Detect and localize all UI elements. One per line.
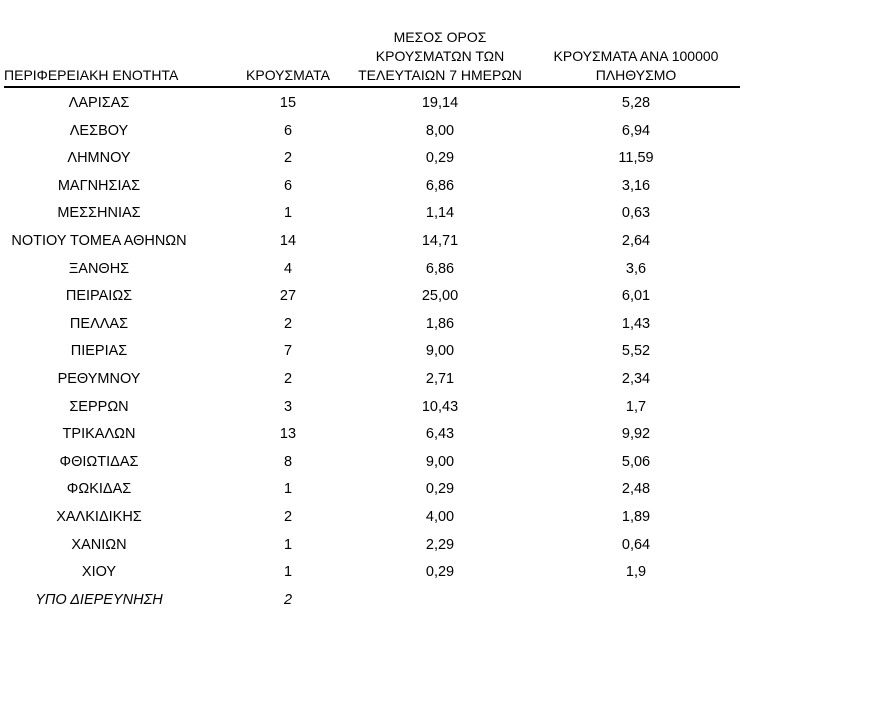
avg-cell: 2,71 [425, 370, 455, 387]
avg-cell: 10,43 [421, 398, 459, 415]
region-cell: ΧΙΟΥ [81, 564, 117, 581]
table-row [0, 449, 740, 477]
region-cell: ΡΕΘΥΜΝΟΥ [57, 370, 141, 387]
avg-cell: 19,14 [421, 95, 459, 111]
cases-cell: 6 [283, 122, 293, 139]
avg-cell: 25,00 [421, 288, 459, 305]
header-per-100k [532, 47, 740, 85]
avg-cell: 9,00 [425, 343, 455, 360]
cases-cell: 1 [283, 481, 293, 498]
table-row [0, 476, 740, 504]
per-100k-cell: 1,7 [625, 398, 647, 415]
region-cell: ΦΘΙΩΤΙΔΑΣ [59, 453, 139, 470]
table-row [0, 559, 740, 587]
avg-cell: 0,29 [425, 564, 455, 581]
header-region: ΠΕΡΙΦΕΡΕΙΑΚΗ ΕΝΟΤΗΤΑ [4, 67, 179, 83]
header-per-line-2: ΠΛΗΘΥΣΜΟ [595, 67, 677, 83]
table-body [0, 90, 740, 614]
table-row [0, 283, 740, 311]
per-100k-cell: 11,59 [618, 150, 654, 167]
cases-cell: 15 [279, 95, 297, 111]
header-avg-line-3: ΤΕΛΕΥΤΑΙΩΝ 7 ΗΜΕΡΩΝ [358, 67, 522, 83]
table-row [0, 366, 740, 394]
table-row [0, 394, 740, 422]
cases-cell: 27 [279, 288, 297, 305]
per-100k-cell: 1,89 [621, 508, 651, 525]
region-cell: ΝΟΤΙΟΥ ΤΟΜΕΑ ΑΘΗΝΩΝ [11, 232, 187, 249]
per-100k-cell: 5,52 [621, 343, 651, 360]
region-cell: ΛΕΣΒΟΥ [69, 122, 129, 139]
per-100k-cell: 2,48 [621, 481, 651, 498]
table-row [0, 504, 740, 532]
cases-cell: 2 [283, 315, 293, 332]
region-cell: ΛΗΜΝΟΥ [67, 150, 131, 167]
table-row-under-investigation [0, 587, 740, 615]
region-cell: ΠΕΛΛΑΣ [69, 315, 129, 332]
cases-cell: 1 [283, 564, 293, 581]
per-100k-cell: 5,06 [621, 453, 651, 470]
header-underline [4, 86, 740, 88]
avg-cell: 1,14 [425, 205, 455, 222]
table-row [0, 90, 740, 118]
region-cell: ΛΑΡΙΣΑΣ [68, 95, 130, 111]
avg-cell: 1,86 [425, 315, 455, 332]
header-per-line-1: ΚΡΟΥΣΜΑΤΑ ΑΝΑ 100000 [553, 48, 719, 64]
per-100k-cell: 5,28 [621, 95, 651, 111]
region-cell: ΠΕΙΡΑΙΩΣ [65, 288, 133, 305]
table-row [0, 421, 740, 449]
region-cell: ΜΑΓΝΗΣΙΑΣ [57, 177, 141, 194]
table-row [0, 173, 740, 201]
avg-cell: 14,71 [421, 232, 459, 249]
cases-cell: 6 [283, 177, 293, 194]
header-avg-7-days [346, 28, 534, 85]
avg-cell: 8,00 [425, 122, 455, 139]
cases-cell: 2 [283, 370, 293, 387]
header-cases: ΚΡΟΥΣΜΑΤΑ [246, 67, 330, 83]
region-cell: ΠΙΕΡΙΑΣ [70, 343, 128, 360]
cases-cell: 1 [283, 536, 293, 553]
per-100k-cell: 3,16 [621, 177, 651, 194]
header-avg-line-2: ΚΡΟΥΣΜΑΤΩΝ ΤΩΝ [375, 48, 505, 64]
cases-cell: 7 [283, 343, 293, 360]
per-100k-cell: 9,92 [621, 426, 651, 443]
table-row [0, 311, 740, 339]
cases-cell: 4 [283, 260, 293, 277]
region-cell: ΧΑΝΙΩΝ [71, 536, 127, 553]
table-row [0, 256, 740, 284]
region-cell: ΞΑΝΘΗΣ [68, 260, 130, 277]
header-avg-line-1: ΜΕΣΟΣ ΟΡΟΣ [393, 29, 487, 45]
region-cell: ΤΡΙΚΑΛΩΝ [62, 426, 136, 443]
avg-cell: 0,29 [425, 150, 455, 167]
cases-cell: 8 [283, 453, 293, 470]
avg-cell: 2,29 [425, 536, 455, 553]
cases-cell: 1 [283, 205, 293, 222]
region-cell: ΣΕΡΡΩΝ [69, 398, 129, 415]
avg-cell: 9,00 [425, 453, 455, 470]
table-row [0, 118, 740, 146]
per-100k-cell: 6,94 [621, 122, 651, 139]
per-100k-cell: 1,9 [625, 564, 647, 581]
region-cell: ΦΩΚΙΔΑΣ [66, 481, 132, 498]
table-row [0, 145, 740, 173]
avg-cell: 6,43 [425, 426, 455, 443]
per-100k-cell: 0,63 [621, 205, 651, 222]
table-row [0, 228, 740, 256]
cases-cell: 14 [279, 232, 297, 249]
cases-cell: 2 [283, 508, 293, 525]
region-cell: ΧΑΛΚΙΔΙΚΗΣ [56, 508, 142, 525]
table-row [0, 200, 740, 228]
cases-cell: 2 [283, 591, 293, 608]
avg-cell: 0,29 [425, 481, 455, 498]
table-row [0, 338, 740, 366]
per-100k-cell: 0,64 [621, 536, 651, 553]
table-row [0, 532, 740, 560]
avg-cell: 6,86 [425, 177, 455, 194]
cases-cell: 13 [279, 426, 297, 443]
per-100k-cell: 2,34 [621, 370, 651, 387]
cases-cell: 2 [283, 150, 293, 167]
per-100k-cell: 2,64 [621, 232, 651, 249]
per-100k-cell: 3,6 [625, 260, 647, 277]
avg-cell: 4,00 [425, 508, 455, 525]
cases-cell: 3 [283, 398, 293, 415]
region-cell: ΥΠΟ ΔΙΕΡΕΥΝΗΣΗ [35, 591, 163, 608]
per-100k-cell: 6,01 [621, 288, 651, 305]
region-cell: ΜΕΣΣΗΝΙΑΣ [57, 205, 141, 222]
per-100k-cell: 1,43 [621, 315, 651, 332]
avg-cell: 6,86 [425, 260, 455, 277]
